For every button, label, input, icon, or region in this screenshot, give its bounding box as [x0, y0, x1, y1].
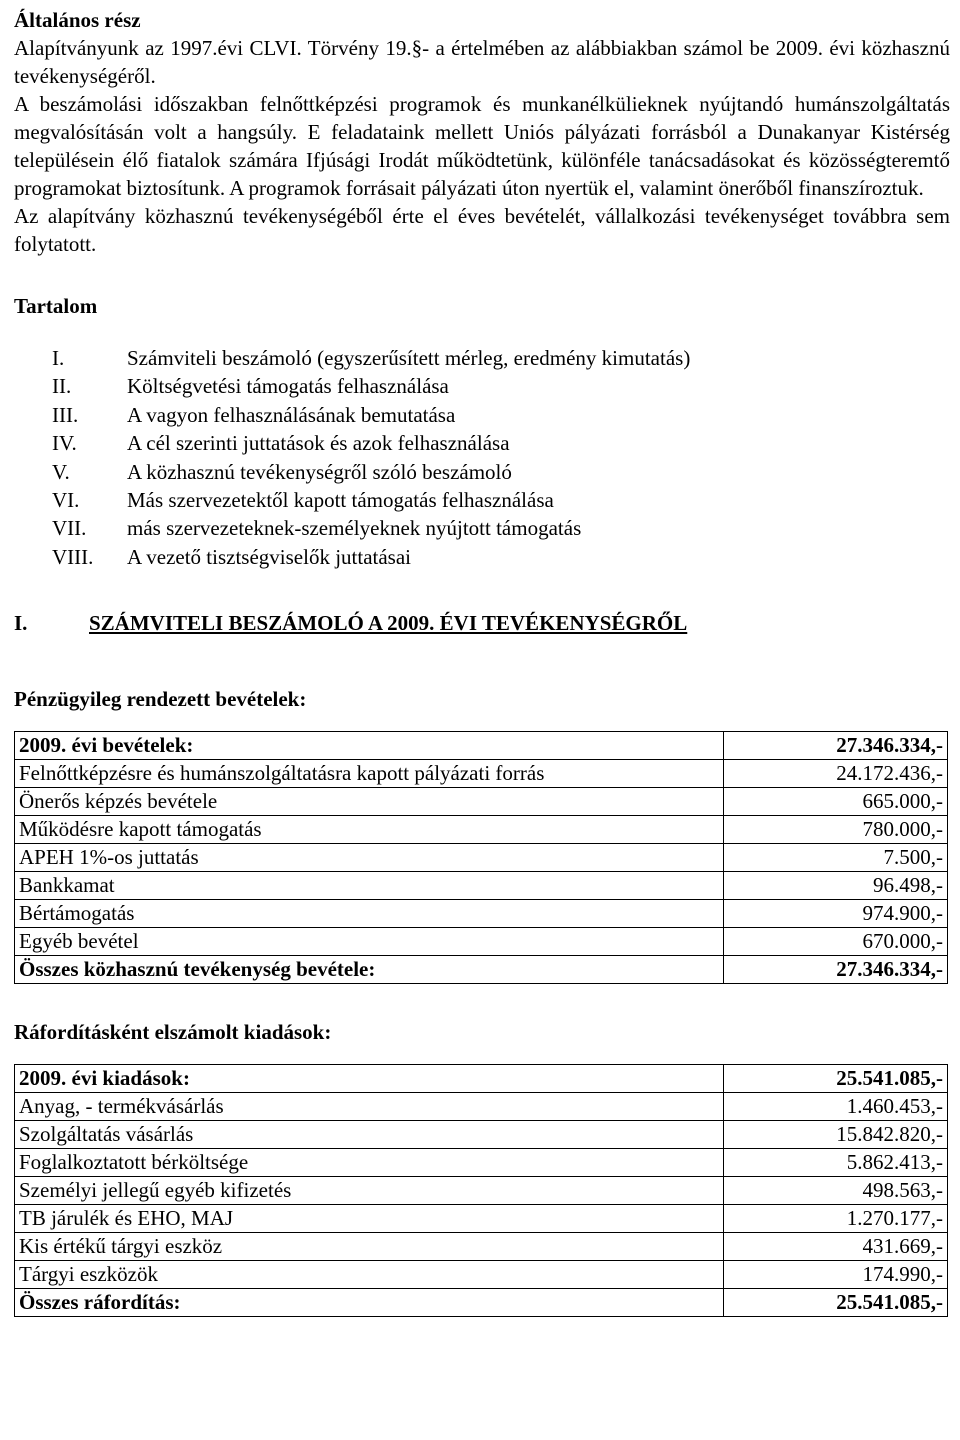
- row-value: 431.669,-: [724, 1233, 948, 1261]
- toc-item: [52, 401, 950, 429]
- table-row: [15, 872, 948, 900]
- row-label: Önerős képzés bevétele: [15, 788, 724, 816]
- row-value: 498.563,-: [724, 1177, 948, 1205]
- toc-item-number: III.: [52, 402, 79, 427]
- table-row: [15, 1205, 948, 1233]
- toc-item-number: VIII.: [52, 544, 94, 569]
- toc-item: [52, 344, 950, 372]
- toc-item: [52, 372, 950, 400]
- toc-item-number: II.: [52, 374, 72, 399]
- toc-list: [52, 344, 950, 571]
- row-label: TB járulék és EHO, MAJ: [15, 1205, 724, 1233]
- toc-item-number: VI.: [52, 488, 80, 513]
- row-value: 665.000,-: [724, 788, 948, 816]
- row-value: 27.346.334,-: [724, 732, 948, 760]
- toc-item: [52, 429, 950, 457]
- table-row: [15, 956, 948, 984]
- income-title: Pénzügyileg rendezett bevételek:: [14, 687, 307, 712]
- table-row: [15, 1261, 948, 1289]
- table-row: [15, 1121, 948, 1149]
- toc-item-text: Számviteli beszámoló (egyszerűsített mérleg, eredmény kimutatás): [127, 346, 691, 370]
- toc-item-text: Költségvetési támogatás felhasználása: [127, 374, 449, 399]
- table-row: [15, 1093, 948, 1121]
- row-label: Felnőttképzésre és humánszolgáltatásra kapott pályázati forrás: [15, 760, 724, 788]
- paragraph-income-source: Az alapítvány közhasznú tevékenységéből érte el éves bevételét, vállalkozási tevékenységet továbbra sem folytatott.: [14, 204, 950, 256]
- table-row: [15, 760, 948, 788]
- row-value: 174.990,-: [724, 1261, 948, 1289]
- toc-item: [52, 514, 950, 542]
- toc-item-text: Más szervezetektől kapott támogatás felhasználása: [127, 488, 554, 513]
- row-value: 1.270.177,-: [724, 1205, 948, 1233]
- row-label: Foglalkoztatott bérköltsége: [15, 1149, 724, 1177]
- income-table: [14, 731, 948, 984]
- expenses-title: Ráfordításként elszámolt kiadások:: [14, 1020, 332, 1045]
- toc-item-text: más szervezeteknek-személyeknek nyújtott támogatás: [127, 516, 582, 541]
- toc-item-text: A közhasznú tevékenységről szóló beszámoló: [127, 459, 512, 484]
- toc-item-text: A vagyon felhasználásának bemutatása: [127, 402, 456, 427]
- table-row: [15, 844, 948, 872]
- section-title-text: SZÁMVITELI BESZÁMOLÓ A 2009. ÉVI TEVÉKENYSÉGRŐL: [89, 611, 688, 636]
- table-row: [15, 1289, 948, 1317]
- section-title: [14, 609, 950, 637]
- toc-item-number: VII.: [52, 516, 87, 541]
- toc-title: Tartalom: [14, 294, 98, 318]
- paragraph-intro: Alapítványunk az 1997.évi CLVI. Törvény 19.§- a értelmében az alábbiakban számol be 2009. évi közhasznú tevékenységéről.: [14, 36, 950, 88]
- toc-item-number: I.: [52, 346, 65, 370]
- table-row: [15, 788, 948, 816]
- table-row: [15, 928, 948, 956]
- row-value: 24.172.436,-: [724, 760, 948, 788]
- expenses-table: [14, 1064, 948, 1317]
- row-value: 5.862.413,-: [724, 1149, 948, 1177]
- row-label: Összes ráfordítás:: [15, 1289, 724, 1317]
- row-value: 27.346.334,-: [724, 956, 948, 984]
- table-row: [15, 1149, 948, 1177]
- row-value: 96.498,-: [724, 872, 948, 900]
- row-label: 2009. évi bevételek:: [15, 732, 724, 760]
- toc-item: [52, 458, 950, 486]
- toc-item: [52, 543, 950, 571]
- row-label: Tárgyi eszközök: [15, 1261, 724, 1289]
- row-value: 974.900,-: [724, 900, 948, 928]
- row-label: Személyi jellegű egyéb kifizetés: [15, 1177, 724, 1205]
- table-row: [15, 1177, 948, 1205]
- toc-item: [52, 486, 950, 514]
- table-row: [15, 900, 948, 928]
- row-label: Egyéb bevétel: [15, 928, 724, 956]
- row-value: 15.842.820,-: [724, 1121, 948, 1149]
- row-label: Működésre kapott támogatás: [15, 816, 724, 844]
- table-row: [15, 732, 948, 760]
- row-label: 2009. évi kiadások:: [15, 1065, 724, 1093]
- row-label: Összes közhasznú tevékenység bevétele:: [15, 956, 724, 984]
- toc-item-text: A cél szerinti juttatások és azok felhasználása: [127, 431, 510, 456]
- row-value: 25.541.085,-: [724, 1289, 948, 1317]
- row-label: Bankkamat: [15, 872, 724, 900]
- row-value: 25.541.085,-: [724, 1065, 948, 1093]
- row-value: 1.460.453,-: [724, 1093, 948, 1121]
- row-label: Szolgáltatás vásárlás: [15, 1121, 724, 1149]
- row-label: Anyag, - termékvásárlás: [15, 1093, 724, 1121]
- toc-item-number: IV.: [52, 431, 77, 456]
- row-value: 780.000,-: [724, 816, 948, 844]
- document-page: [14, 6, 950, 1317]
- row-label: APEH 1%-os juttatás: [15, 844, 724, 872]
- row-value: 7.500,-: [724, 844, 948, 872]
- table-row: [15, 1233, 948, 1261]
- row-value: 670.000,-: [724, 928, 948, 956]
- row-label: Kis értékű tárgyi eszköz: [15, 1233, 724, 1261]
- toc-item-number: V.: [52, 459, 70, 484]
- section-number: I.: [14, 611, 28, 636]
- toc-item-text: A vezető tisztségviselők juttatásai: [127, 544, 412, 569]
- table-row: [15, 816, 948, 844]
- heading-general: Általános rész: [14, 8, 141, 32]
- row-label: Bértámogatás: [15, 900, 724, 928]
- table-row: [15, 1065, 948, 1093]
- paragraph-activities: A beszámolási időszakban felnőttképzési programok és munkanélkülieknek nyújtandó humánszolgáltatás megvalósításán volt a hangsúly. E feladataink mellett Uniós pályázati forrásból a Dunakanyar Kistérség településein élő fiatalok számára Ifjúsági Irodát működtetünk, különféle tanácsadásokat és közösségteremtő programokat biztosítunk. A programok forrásait pályázati úton nyertük el, valamint önerőből finanszíroztuk.: [14, 92, 950, 200]
